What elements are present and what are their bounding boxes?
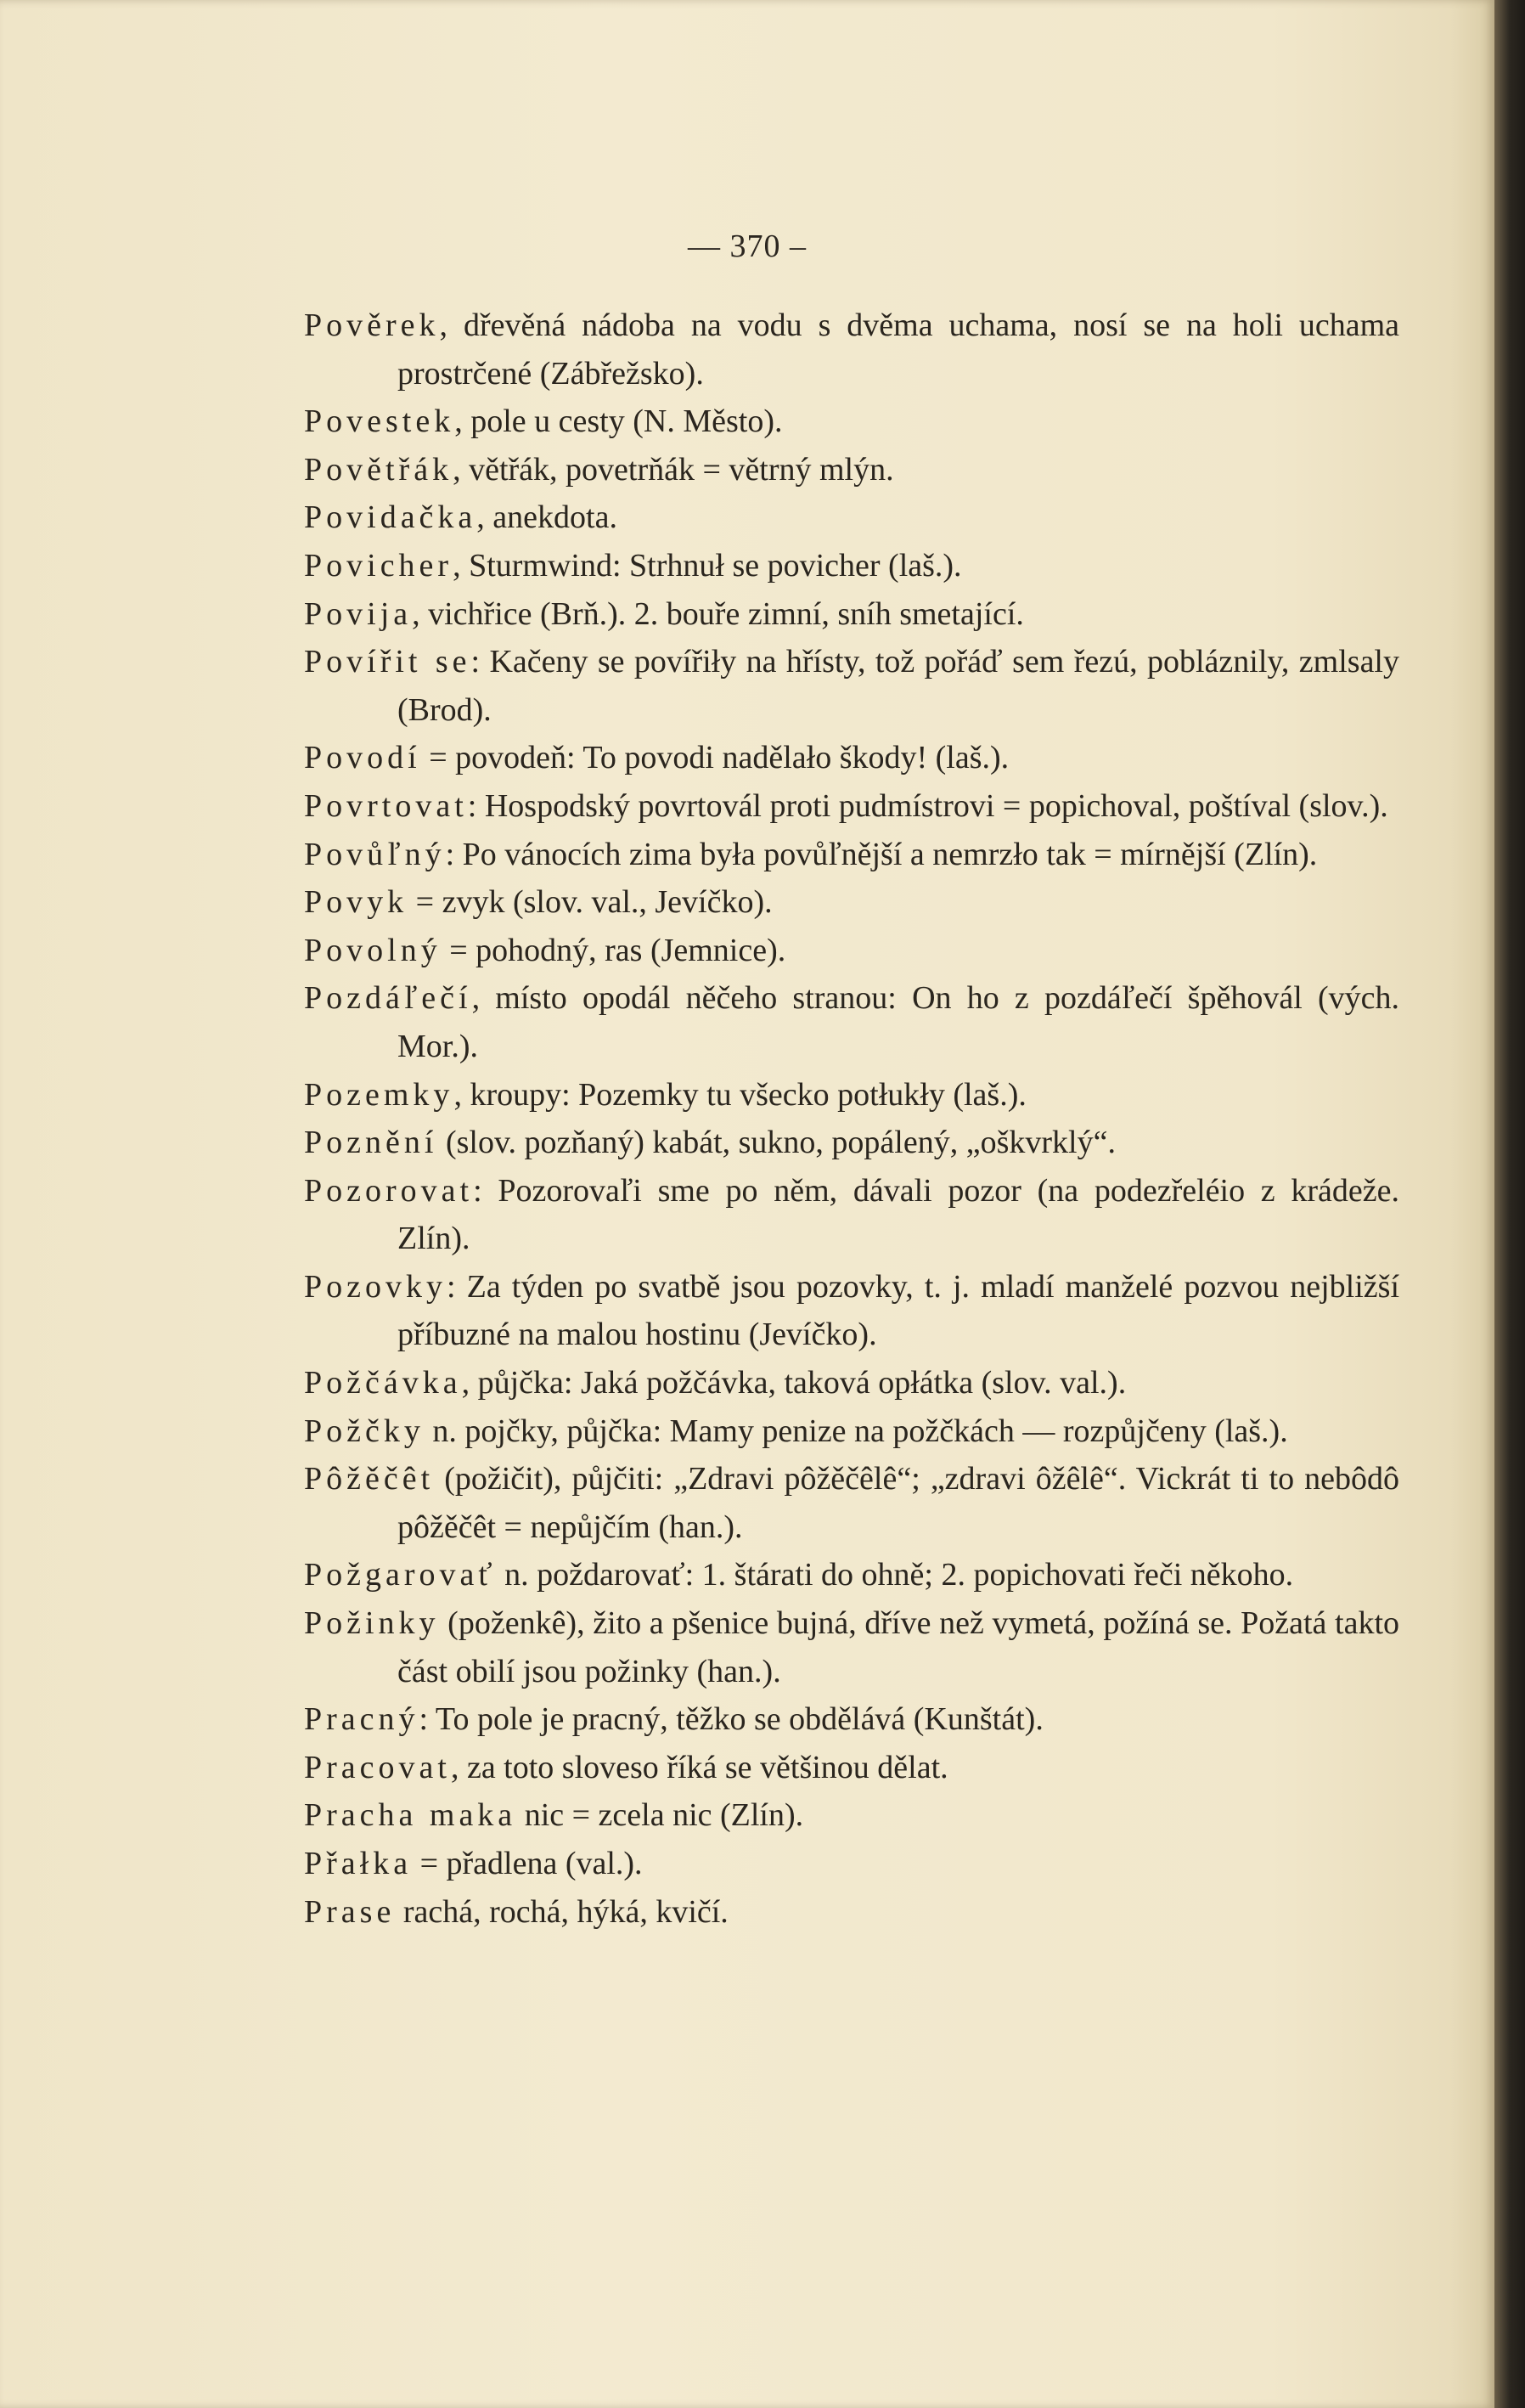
entry-text: , místo opodál něčeho stranou: On ho z pozdáľečí špěhovál (vých. Mor.). xyxy=(397,980,1399,1064)
entry-text: rachá, rochá, hýká, kvičí. xyxy=(395,1893,729,1930)
entry-text: = povodeň: To povodi nadělało škody! (laš.). xyxy=(420,740,1010,776)
entry-text: , anekdota. xyxy=(476,499,617,536)
entry-text: , dřevěná nádoba na vodu s dvěma uchama, nosí se na holi uchama prostrčené (Zábřežsko). xyxy=(397,307,1399,392)
entry-headword: Povyk xyxy=(304,884,408,921)
entry-headword: Pozorovat xyxy=(304,1172,474,1209)
entry-text: : Za týden po svatbě jsou pozovky, t. j. mladí manželé pozvou nejbližší příbuzné na malou hostinu (Jevíčko). xyxy=(397,1268,1399,1353)
dictionary-entry xyxy=(304,1263,1399,1359)
dictionary-entry xyxy=(304,1791,1399,1840)
entry-headword: Pověrek xyxy=(304,307,440,343)
dictionary-entry xyxy=(304,1599,1399,1695)
entry-headword: Povodí xyxy=(304,740,421,776)
entry-headword: Povija xyxy=(304,595,413,632)
entry-text: : Hospodský povrtovál proti pudmístrovi = popichoval, poštíval (slov.). xyxy=(467,787,1388,824)
entry-headword: Pôžěčêt xyxy=(304,1461,435,1497)
dictionary-entry xyxy=(304,1888,1399,1937)
dictionary-entry xyxy=(304,1744,1399,1792)
entry-headword: Povětřák xyxy=(304,451,453,488)
entry-text: (poženkê), žito a pšenice bujná, dříve než vymetá, požíná se. Požatá takto část obilí jsou požinky (han.). xyxy=(397,1605,1399,1689)
page-number: — 370 – xyxy=(688,228,807,264)
entry-text: n. poždarovať: 1. štárati do ohně; 2. popichovati řeči někoho. xyxy=(496,1557,1294,1593)
dictionary-entry xyxy=(304,878,1399,927)
entry-headword: Pracha maka xyxy=(304,1797,517,1834)
dictionary-entry xyxy=(304,1167,1399,1263)
entry-text: : Kačeny se povířiły na hřísty, tož pořáď sem řezú, pobláznily, zmlsaly (Brod). xyxy=(397,644,1399,728)
entry-headword: Pozemky xyxy=(304,1076,454,1113)
dictionary-entry xyxy=(304,302,1399,398)
dictionary-entry xyxy=(304,1840,1399,1888)
dictionary-entry xyxy=(304,974,1399,1070)
entry-headword: Povůľný xyxy=(304,836,446,872)
dictionary-entry xyxy=(304,1407,1399,1456)
entry-text: = přadlena (val.). xyxy=(412,1846,643,1881)
dictionary-entry xyxy=(304,1695,1399,1744)
entry-headword: Požčávka xyxy=(304,1365,462,1401)
entry-headword: Požinky xyxy=(304,1605,440,1642)
dictionary-entry xyxy=(304,1455,1399,1551)
entry-text: , za toto sloveso říká se většinou dělat. xyxy=(450,1749,948,1785)
entry-headword: Prase xyxy=(304,1893,396,1930)
entry-text: (požičit), půjčiti: „Zdravi pôžěčêlê“; „zdravi ôžêlê“. Vickrát ti to nebôdô pôžěčêt = nepůjčím (han.). xyxy=(397,1461,1399,1545)
entry-text: nic = zcela nic (Zlín). xyxy=(516,1797,804,1834)
entry-text: : Po vánocích zima była povůľnější a nemrzło tak = mírnější (Zlín). xyxy=(445,836,1318,872)
entry-text: : To pole je pracný, těžko se obdělává (Kunštát). xyxy=(419,1701,1044,1738)
entry-headword: Přałka xyxy=(304,1846,413,1881)
entry-headword: Povidačka xyxy=(304,499,477,536)
entry-headword: Poznění xyxy=(304,1125,438,1161)
entry-headword: Povrtovat xyxy=(304,787,468,824)
entry-text: , vichřice (Brň.). 2. bouře zimní, sníh smetající. xyxy=(412,595,1024,632)
entry-headword: Pracovat xyxy=(304,1749,451,1785)
entry-headword: Povestek xyxy=(304,403,455,440)
entry-text: (slov. pozňaný) kabát, sukno, popálený, „oškvrklý“. xyxy=(437,1125,1116,1161)
entry-text: = zvyk (slov. val., Jevíčko). xyxy=(408,884,773,921)
dictionary-entry xyxy=(304,493,1399,542)
entry-text: , pole u cesty (N. Město). xyxy=(454,403,783,440)
dictionary-entry xyxy=(304,542,1399,590)
dictionary-entry xyxy=(304,638,1399,734)
dictionary-entry xyxy=(304,398,1399,446)
dictionary-entry xyxy=(304,1119,1399,1167)
entry-headword: Pozovky xyxy=(304,1268,447,1305)
dictionary-entry xyxy=(304,1359,1399,1407)
dictionary-entry xyxy=(304,734,1399,782)
entry-headword: Pozdáľečí xyxy=(304,980,472,1017)
entry-text: n. pojčky, půjčka: Mamy penize na požčkách — rozpůjčeny (laš.). xyxy=(424,1413,1288,1449)
dictionary-entry xyxy=(304,590,1399,639)
entry-text: , Sturmwind: Strhnuł se povicher (laš.). xyxy=(453,547,962,584)
entry-headword: Požgarovať xyxy=(304,1557,497,1593)
entry-text: , větřák, povetrňák = větrný mlýn. xyxy=(453,451,894,488)
entry-text: , kroupy: Pozemky tu všecko potłukły (laš.). xyxy=(453,1076,1027,1113)
entry-headword: Povicher xyxy=(304,547,453,584)
dictionary-entry xyxy=(304,782,1399,831)
dictionary-entry xyxy=(304,1071,1399,1119)
entry-text: : Pozorovaľi sme po něm, dávali pozor (na podezřeléio z krádeže. Zlín). xyxy=(397,1172,1399,1257)
entry-text: , půjčka: Jaká požčávka, taková opłátka (slov. val.). xyxy=(461,1365,1127,1401)
entry-headword: Požčky xyxy=(304,1413,425,1449)
entry-headword: Povolný xyxy=(304,932,442,968)
entry-headword: Povířit se xyxy=(304,644,471,680)
dictionary-entry xyxy=(304,446,1399,494)
dictionary-entry xyxy=(304,831,1399,879)
entry-headword: Pracný xyxy=(304,1701,419,1738)
entry-text: = pohodný, ras (Jemnice). xyxy=(441,932,786,968)
dictionary-entry xyxy=(304,1551,1399,1599)
dictionary-entry xyxy=(304,927,1399,975)
book-edge xyxy=(1494,0,1525,2408)
dictionary-entries xyxy=(304,302,1399,1936)
